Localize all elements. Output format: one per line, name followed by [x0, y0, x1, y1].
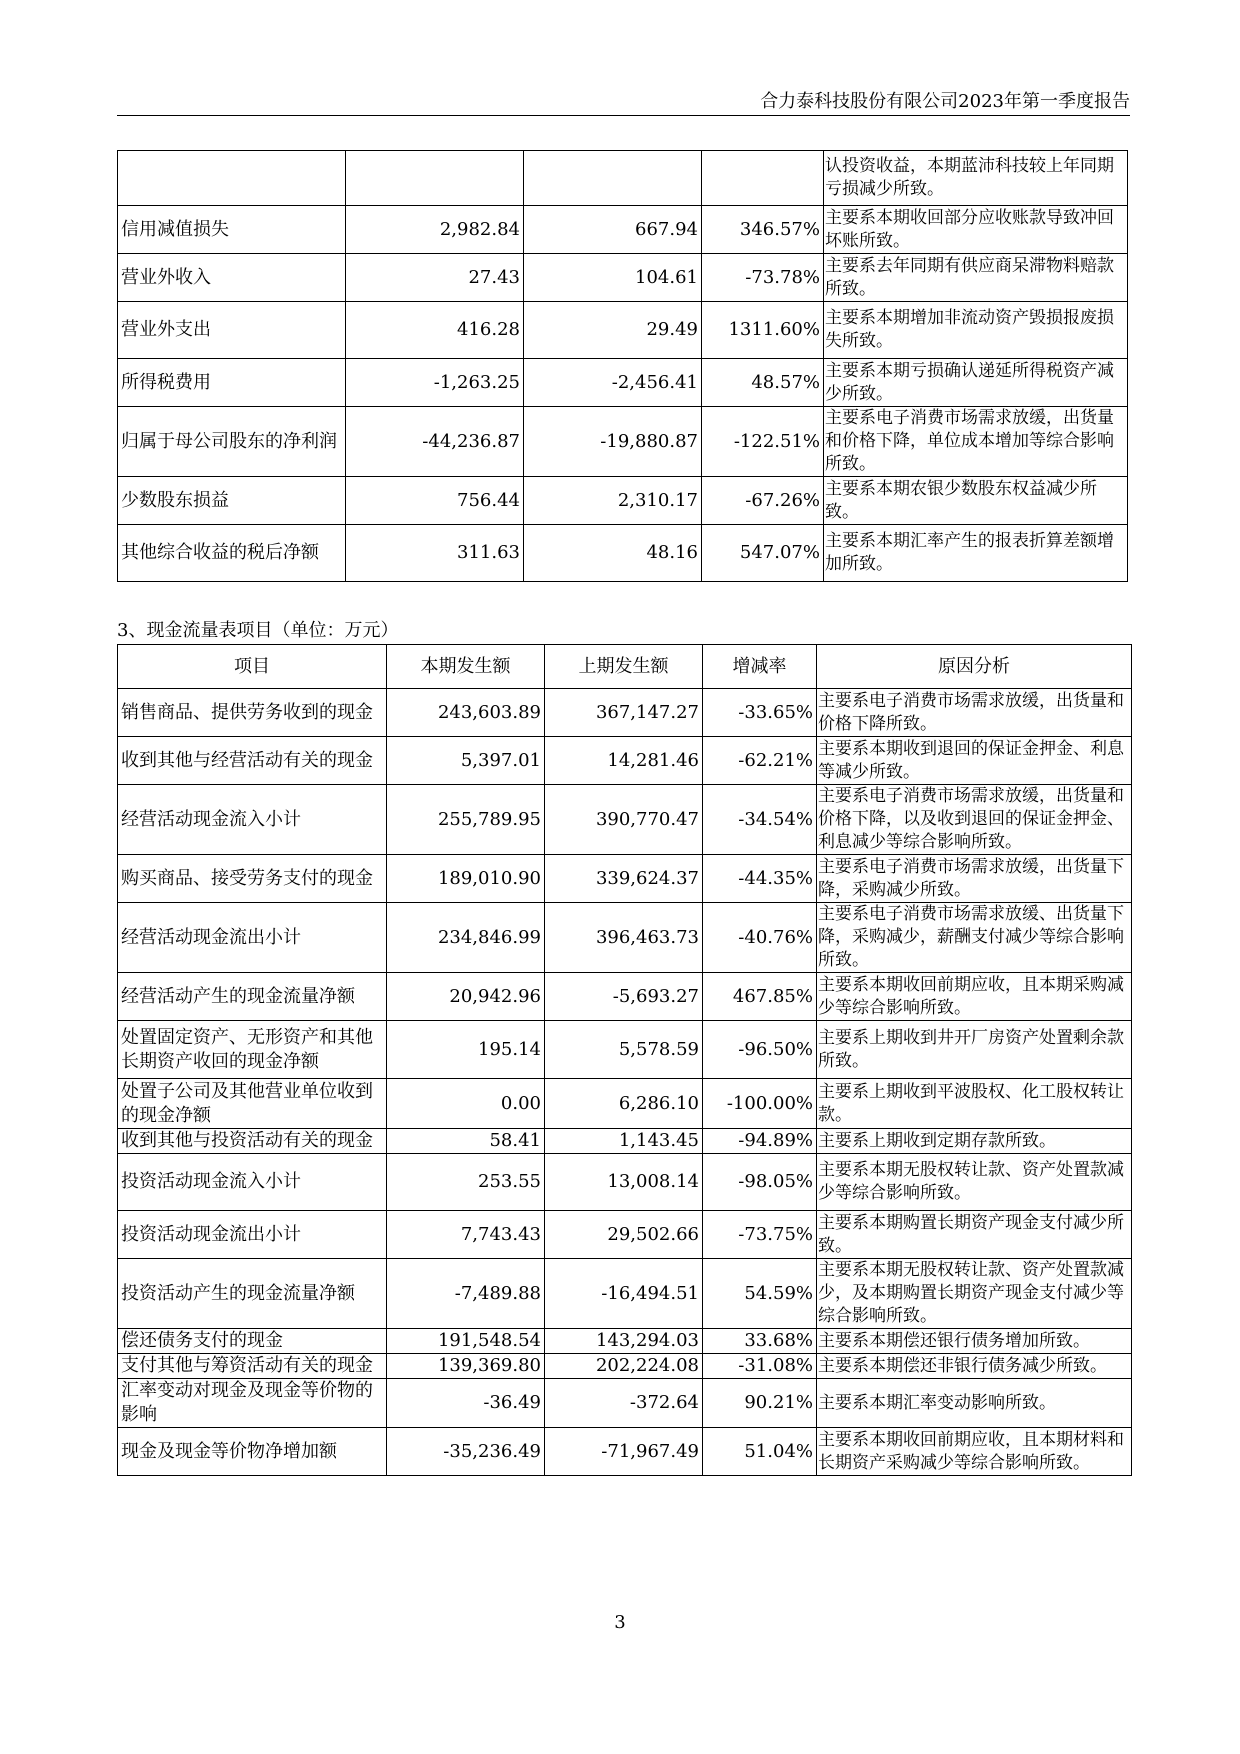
- cell-current: 756.44: [346, 477, 524, 525]
- cell-previous: 14,281.46: [545, 737, 703, 785]
- page-number: 3: [614, 1612, 626, 1633]
- table-row: [118, 855, 1132, 903]
- cell-change: -40.76%: [703, 903, 817, 973]
- cell-item: 收到其他与经营活动有关的现金: [118, 737, 387, 785]
- cell-current: 27.43: [346, 254, 524, 302]
- cell-previous: 396,463.73: [545, 903, 703, 973]
- cell-change: [702, 151, 824, 206]
- report-header: 合力泰科技股份有限公司2023年第一季度报告: [760, 91, 1130, 112]
- cell-reason: 主要系本期亏损确认递延所得税资产减少所致。: [824, 359, 1128, 407]
- cell-previous: -19,880.87: [524, 407, 702, 477]
- cell-reason: 主要系电子消费市场需求放缓，出货量和价格下降，单位成本增加等综合影响所致。: [824, 407, 1128, 477]
- cell-reason: 主要系本期汇率产生的报表折算差额增加所致。: [824, 525, 1128, 582]
- cell-previous: 367,147.27: [545, 689, 703, 737]
- cell-previous: -16,494.51: [545, 1259, 703, 1329]
- cell-previous: 143,294.03: [545, 1329, 703, 1354]
- table-row: [118, 1129, 1132, 1154]
- cell-change: -100.00%: [703, 1079, 817, 1129]
- cell-change: 54.59%: [703, 1259, 817, 1329]
- cell-previous: 13,008.14: [545, 1154, 703, 1211]
- cell-reason: 主要系电子消费市场需求放缓、出货量下降，采购减少，薪酬支付减少等综合影响所致。: [817, 903, 1132, 973]
- cell-reason: 主要系本期无股权转让款、资产处置款减少，及本期购置长期资产现金支付减少等综合影响所致。: [817, 1259, 1132, 1329]
- cell-current: 139,369.80: [387, 1354, 545, 1379]
- cell-reason: 主要系电子消费市场需求放缓，出货量下降，采购减少所致。: [817, 855, 1132, 903]
- cell-current: 189,010.90: [387, 855, 545, 903]
- table-row: [118, 525, 1128, 582]
- cell-change: -73.75%: [703, 1211, 817, 1259]
- cell-current: 311.63: [346, 525, 524, 582]
- table-row: [118, 477, 1128, 525]
- cell-reason: 主要系本期收到退回的保证金押金、利息等减少所致。: [817, 737, 1132, 785]
- cell-current: -7,489.88: [387, 1259, 545, 1329]
- cell-current: 2,982.84: [346, 206, 524, 254]
- table-row: [118, 151, 1128, 206]
- cell-current: 255,789.95: [387, 785, 545, 855]
- cell-previous: 390,770.47: [545, 785, 703, 855]
- table-row: [118, 903, 1132, 973]
- cell-change: -122.51%: [702, 407, 824, 477]
- cell-item: 信用减值损失: [118, 206, 346, 254]
- cell-reason: 主要系本期收回前期应收，且本期采购减少等综合影响所致。: [817, 973, 1132, 1021]
- cell-reason: 主要系上期收到平波股权、化工股权转让款。: [817, 1079, 1132, 1129]
- cell-reason: 主要系电子消费市场需求放缓，出货量和价格下降所致。: [817, 689, 1132, 737]
- cell-item: 投资活动产生的现金流量净额: [118, 1259, 387, 1329]
- cell-current: 58.41: [387, 1129, 545, 1154]
- cell-current: -44,236.87: [346, 407, 524, 477]
- cell-previous: -2,456.41: [524, 359, 702, 407]
- cell-item: 经营活动产生的现金流量净额: [118, 973, 387, 1021]
- cell-reason: 主要系本期收回前期应收，且本期材料和长期资产采购减少等综合影响所致。: [817, 1428, 1132, 1476]
- table-row: [118, 785, 1132, 855]
- cell-change: 51.04%: [703, 1428, 817, 1476]
- col-header-current: 本期发生额: [387, 645, 545, 689]
- cell-item: 归属于母公司股东的净利润: [118, 407, 346, 477]
- table-row: [118, 689, 1132, 737]
- cell-current: 253.55: [387, 1154, 545, 1211]
- cell-previous: -5,693.27: [545, 973, 703, 1021]
- cell-change: -94.89%: [703, 1129, 817, 1154]
- cell-reason: 主要系本期收回部分应收账款导致冲回坏账所致。: [824, 206, 1128, 254]
- cell-change: -31.08%: [703, 1354, 817, 1379]
- cell-item: [118, 151, 346, 206]
- cell-previous: 1,143.45: [545, 1129, 703, 1154]
- cell-previous: 6,286.10: [545, 1079, 703, 1129]
- cell-item: 购买商品、接受劳务支付的现金: [118, 855, 387, 903]
- cell-reason: 主要系本期购置长期资产现金支付减少所致。: [817, 1211, 1132, 1259]
- table-row: [118, 206, 1128, 254]
- col-header-reason: 原因分析: [817, 645, 1132, 689]
- cell-current: 234,846.99: [387, 903, 545, 973]
- cell-change: -44.35%: [703, 855, 817, 903]
- table-row: [118, 1211, 1132, 1259]
- cell-change: -34.54%: [703, 785, 817, 855]
- col-header-change: 增减率: [703, 645, 817, 689]
- cell-item: 销售商品、提供劳务收到的现金: [118, 689, 387, 737]
- cell-previous: 29,502.66: [545, 1211, 703, 1259]
- cell-change: 33.68%: [703, 1329, 817, 1354]
- col-header-item: 项目: [118, 645, 387, 689]
- cell-item: 少数股东损益: [118, 477, 346, 525]
- cell-change: -96.50%: [703, 1021, 817, 1079]
- cell-current: 195.14: [387, 1021, 545, 1079]
- cell-change: -73.78%: [702, 254, 824, 302]
- cell-previous: [524, 151, 702, 206]
- income-change-table: [117, 150, 1128, 582]
- cell-previous: -372.64: [545, 1379, 703, 1428]
- cashflow-caption: 3、现金流量表项目（单位：万元）: [117, 620, 399, 641]
- header-rule: [117, 115, 1130, 116]
- cell-item: 营业外支出: [118, 302, 346, 359]
- cell-reason: 主要系本期增加非流动资产毁损报废损失所致。: [824, 302, 1128, 359]
- cell-item: 经营活动现金流入小计: [118, 785, 387, 855]
- cell-item: 营业外收入: [118, 254, 346, 302]
- cell-reason: 认投资收益，本期蓝沛科技较上年同期亏损减少所致。: [824, 151, 1128, 206]
- cell-reason: 主要系上期收到定期存款所致。: [817, 1129, 1132, 1154]
- table-row: [118, 1154, 1132, 1211]
- cell-previous: 5,578.59: [545, 1021, 703, 1079]
- cell-previous: 104.61: [524, 254, 702, 302]
- cell-current: -35,236.49: [387, 1428, 545, 1476]
- cell-current: 5,397.01: [387, 737, 545, 785]
- cell-item: 其他综合收益的税后净额: [118, 525, 346, 582]
- table-row: [118, 973, 1132, 1021]
- cell-reason: 主要系本期汇率变动影响所致。: [817, 1379, 1132, 1428]
- cell-current: 416.28: [346, 302, 524, 359]
- cell-change: 90.21%: [703, 1379, 817, 1428]
- cell-previous: 339,624.37: [545, 855, 703, 903]
- cell-current: 20,942.96: [387, 973, 545, 1021]
- cell-previous: 48.16: [524, 525, 702, 582]
- table-row: [118, 1379, 1132, 1428]
- table-row: [118, 1354, 1132, 1379]
- cell-change: 346.57%: [702, 206, 824, 254]
- cell-item: 收到其他与投资活动有关的现金: [118, 1129, 387, 1154]
- col-header-previous: 上期发生额: [545, 645, 703, 689]
- cell-reason: 主要系上期收到井开厂房资产处置剩余款所致。: [817, 1021, 1132, 1079]
- cell-item: 所得税费用: [118, 359, 346, 407]
- cell-item: 支付其他与筹资活动有关的现金: [118, 1354, 387, 1379]
- cell-reason: 主要系本期偿还非银行债务减少所致。: [817, 1354, 1132, 1379]
- cell-current: [346, 151, 524, 206]
- cell-item: 投资活动现金流入小计: [118, 1154, 387, 1211]
- cell-change: 1311.60%: [702, 302, 824, 359]
- cell-change: 547.07%: [702, 525, 824, 582]
- cell-current: 191,548.54: [387, 1329, 545, 1354]
- cell-reason: 主要系本期农银少数股东权益减少所致。: [824, 477, 1128, 525]
- table-row: [118, 407, 1128, 477]
- cell-item: 现金及现金等价物净增加额: [118, 1428, 387, 1476]
- cell-previous: -71,967.49: [545, 1428, 703, 1476]
- table-row: [118, 1259, 1132, 1329]
- table-row: [118, 1021, 1132, 1079]
- cell-previous: 2,310.17: [524, 477, 702, 525]
- cell-current: 0.00: [387, 1079, 545, 1129]
- table-row: [118, 359, 1128, 407]
- cell-item: 偿还债务支付的现金: [118, 1329, 387, 1354]
- cell-current: -1,263.25: [346, 359, 524, 407]
- cell-reason: 主要系本期偿还银行债务增加所致。: [817, 1329, 1132, 1354]
- cell-reason: 主要系本期无股权转让款、资产处置款减少等综合影响所致。: [817, 1154, 1132, 1211]
- cell-current: 243,603.89: [387, 689, 545, 737]
- cell-change: -33.65%: [703, 689, 817, 737]
- cell-item: 投资活动现金流出小计: [118, 1211, 387, 1259]
- table-row: [118, 302, 1128, 359]
- cell-current: 7,743.43: [387, 1211, 545, 1259]
- cell-reason: 主要系去年同期有供应商呆滞物料赔款所致。: [824, 254, 1128, 302]
- cell-reason: 主要系电子消费市场需求放缓，出货量和价格下降，以及收到退回的保证金押金、利息减少等综合影响所致。: [817, 785, 1132, 855]
- cell-previous: 667.94: [524, 206, 702, 254]
- cell-change: -67.26%: [702, 477, 824, 525]
- cell-change: 48.57%: [702, 359, 824, 407]
- cell-change: -62.21%: [703, 737, 817, 785]
- cell-previous: 202,224.08: [545, 1354, 703, 1379]
- cell-change: -98.05%: [703, 1154, 817, 1211]
- cell-current: -36.49: [387, 1379, 545, 1428]
- table-row: [118, 1329, 1132, 1354]
- cell-item: 处置子公司及其他营业单位收到的现金净额: [118, 1079, 387, 1129]
- cell-change: 467.85%: [703, 973, 817, 1021]
- cashflow-table: [117, 644, 1132, 1476]
- table-row: [118, 737, 1132, 785]
- table-row: [118, 254, 1128, 302]
- table-row: [118, 1079, 1132, 1129]
- cashflow-header-row: [118, 645, 1132, 689]
- cell-item: 经营活动现金流出小计: [118, 903, 387, 973]
- table-row: [118, 1428, 1132, 1476]
- cell-item: 汇率变动对现金及现金等价物的影响: [118, 1379, 387, 1428]
- cell-item: 处置固定资产、无形资产和其他长期资产收回的现金净额: [118, 1021, 387, 1079]
- cell-previous: 29.49: [524, 302, 702, 359]
